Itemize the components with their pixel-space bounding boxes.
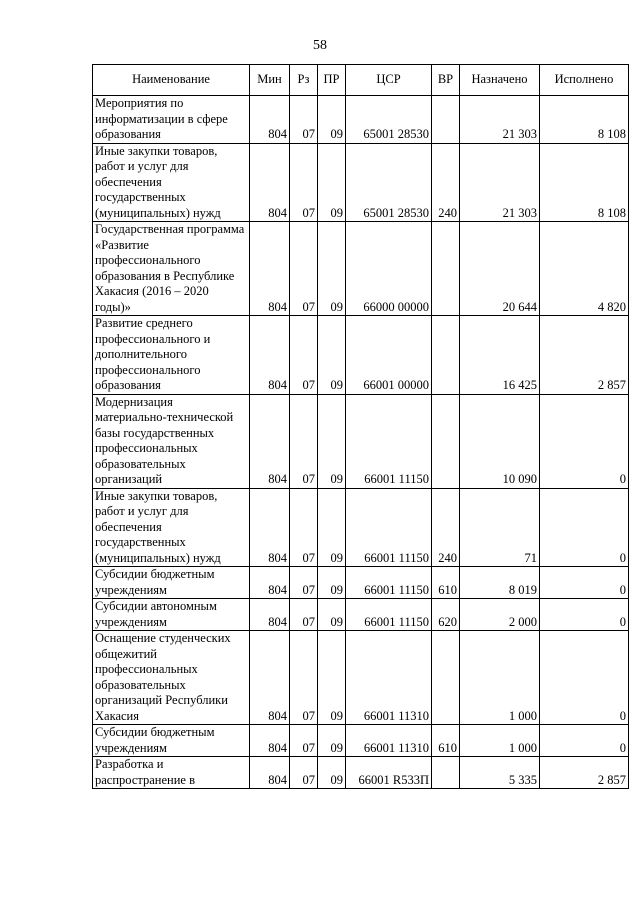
cell-executed: 0 (540, 488, 629, 567)
cell-pr: 09 (318, 143, 346, 222)
cell-executed: 0 (540, 725, 629, 757)
cell-min: 804 (250, 725, 290, 757)
cell-vr: 240 (432, 143, 460, 222)
cell-min: 804 (250, 222, 290, 316)
cell-executed: 0 (540, 599, 629, 631)
cell-vr (432, 96, 460, 144)
cell-rz: 07 (290, 316, 318, 395)
cell-pr: 09 (318, 725, 346, 757)
cell-name: Иные закупки товаров, работ и услуг для обеспечения государственных (муниципальных) нужд (93, 488, 250, 567)
cell-csr: 66001 00000 (346, 316, 432, 395)
cell-csr: 66000 00000 (346, 222, 432, 316)
cell-min: 804 (250, 599, 290, 631)
cell-rz: 07 (290, 96, 318, 144)
cell-csr: 66001 11150 (346, 394, 432, 488)
cell-name: Оснащение студенческих общежитий профессиональных образовательных организаций Республики Хакасия (93, 631, 250, 725)
cell-executed: 4 820 (540, 222, 629, 316)
cell-rz: 07 (290, 394, 318, 488)
cell-csr: 66001 R533П (346, 757, 432, 789)
cell-min: 804 (250, 567, 290, 599)
cell-csr: 66001 11150 (346, 599, 432, 631)
cell-min: 804 (250, 394, 290, 488)
header-rz: Рз (290, 65, 318, 96)
table-row (93, 316, 629, 395)
cell-csr: 65001 28530 (346, 143, 432, 222)
cell-vr: 610 (432, 567, 460, 599)
table-header-row (93, 65, 629, 96)
cell-name: Государственная программа «Развитие профессионального образования в Республике Хакасия (2016 – 2020 годы)» (93, 222, 250, 316)
cell-rz: 07 (290, 488, 318, 567)
cell-pr: 09 (318, 567, 346, 599)
cell-name: Модернизация материально-технической базы государственных профессиональных образовательных организаций (93, 394, 250, 488)
cell-assigned: 20 644 (460, 222, 540, 316)
cell-csr: 66001 11150 (346, 488, 432, 567)
cell-assigned: 16 425 (460, 316, 540, 395)
table-row (93, 96, 629, 144)
cell-min: 804 (250, 96, 290, 144)
cell-rz: 07 (290, 757, 318, 789)
cell-pr: 09 (318, 757, 346, 789)
cell-name: Разработка и распространение в (93, 757, 250, 789)
header-csr: ЦСР (346, 65, 432, 96)
header-name: Наименование (93, 65, 250, 96)
cell-rz: 07 (290, 567, 318, 599)
table-row (93, 394, 629, 488)
cell-csr: 65001 28530 (346, 96, 432, 144)
table-row (93, 725, 629, 757)
cell-vr (432, 757, 460, 789)
cell-rz: 07 (290, 599, 318, 631)
header-executed: Исполнено (540, 65, 629, 96)
cell-pr: 09 (318, 316, 346, 395)
header-vr: ВР (432, 65, 460, 96)
header-pr: ПР (318, 65, 346, 96)
cell-assigned: 21 303 (460, 143, 540, 222)
table-row (93, 143, 629, 222)
cell-csr: 66001 11150 (346, 567, 432, 599)
cell-min: 804 (250, 143, 290, 222)
cell-assigned: 10 090 (460, 394, 540, 488)
cell-assigned: 5 335 (460, 757, 540, 789)
cell-executed: 0 (540, 394, 629, 488)
cell-name: Мероприятия по информатизации в сфере образования (93, 96, 250, 144)
cell-min: 804 (250, 757, 290, 789)
cell-executed: 2 857 (540, 757, 629, 789)
cell-vr: 610 (432, 725, 460, 757)
cell-pr: 09 (318, 394, 346, 488)
table-row (93, 631, 629, 725)
cell-vr (432, 222, 460, 316)
cell-rz: 07 (290, 143, 318, 222)
cell-min: 804 (250, 488, 290, 567)
table-row (93, 757, 629, 789)
cell-pr: 09 (318, 222, 346, 316)
cell-pr: 09 (318, 96, 346, 144)
cell-csr: 66001 11310 (346, 631, 432, 725)
cell-pr: 09 (318, 488, 346, 567)
page-number: 58 (313, 38, 327, 53)
cell-name: Развитие среднего профессионального и дополнительного профессионального образования (93, 316, 250, 395)
table-row (93, 488, 629, 567)
cell-assigned: 2 000 (460, 599, 540, 631)
cell-min: 804 (250, 631, 290, 725)
cell-executed: 8 108 (540, 96, 629, 144)
cell-pr: 09 (318, 631, 346, 725)
cell-assigned: 71 (460, 488, 540, 567)
cell-vr (432, 394, 460, 488)
cell-assigned: 1 000 (460, 725, 540, 757)
cell-assigned: 8 019 (460, 567, 540, 599)
cell-executed: 2 857 (540, 316, 629, 395)
cell-vr: 620 (432, 599, 460, 631)
cell-assigned: 1 000 (460, 631, 540, 725)
cell-name: Субсидии бюджетным учреждениям (93, 567, 250, 599)
table-row (93, 222, 629, 316)
cell-name: Иные закупки товаров, работ и услуг для обеспечения государственных (муниципальных) нужд (93, 143, 250, 222)
cell-vr (432, 631, 460, 725)
cell-rz: 07 (290, 631, 318, 725)
table-row (93, 599, 629, 631)
budget-table (92, 64, 629, 789)
cell-csr: 66001 11310 (346, 725, 432, 757)
cell-vr: 240 (432, 488, 460, 567)
cell-name: Субсидии бюджетным учреждениям (93, 725, 250, 757)
cell-rz: 07 (290, 222, 318, 316)
header-min: Мин (250, 65, 290, 96)
table-row (93, 567, 629, 599)
cell-name: Субсидии автономным учреждениям (93, 599, 250, 631)
cell-assigned: 21 303 (460, 96, 540, 144)
cell-executed: 0 (540, 631, 629, 725)
table-body (93, 96, 629, 789)
cell-executed: 0 (540, 567, 629, 599)
cell-pr: 09 (318, 599, 346, 631)
header-assigned: Назначено (460, 65, 540, 96)
cell-rz: 07 (290, 725, 318, 757)
cell-executed: 8 108 (540, 143, 629, 222)
cell-min: 804 (250, 316, 290, 395)
cell-vr (432, 316, 460, 395)
